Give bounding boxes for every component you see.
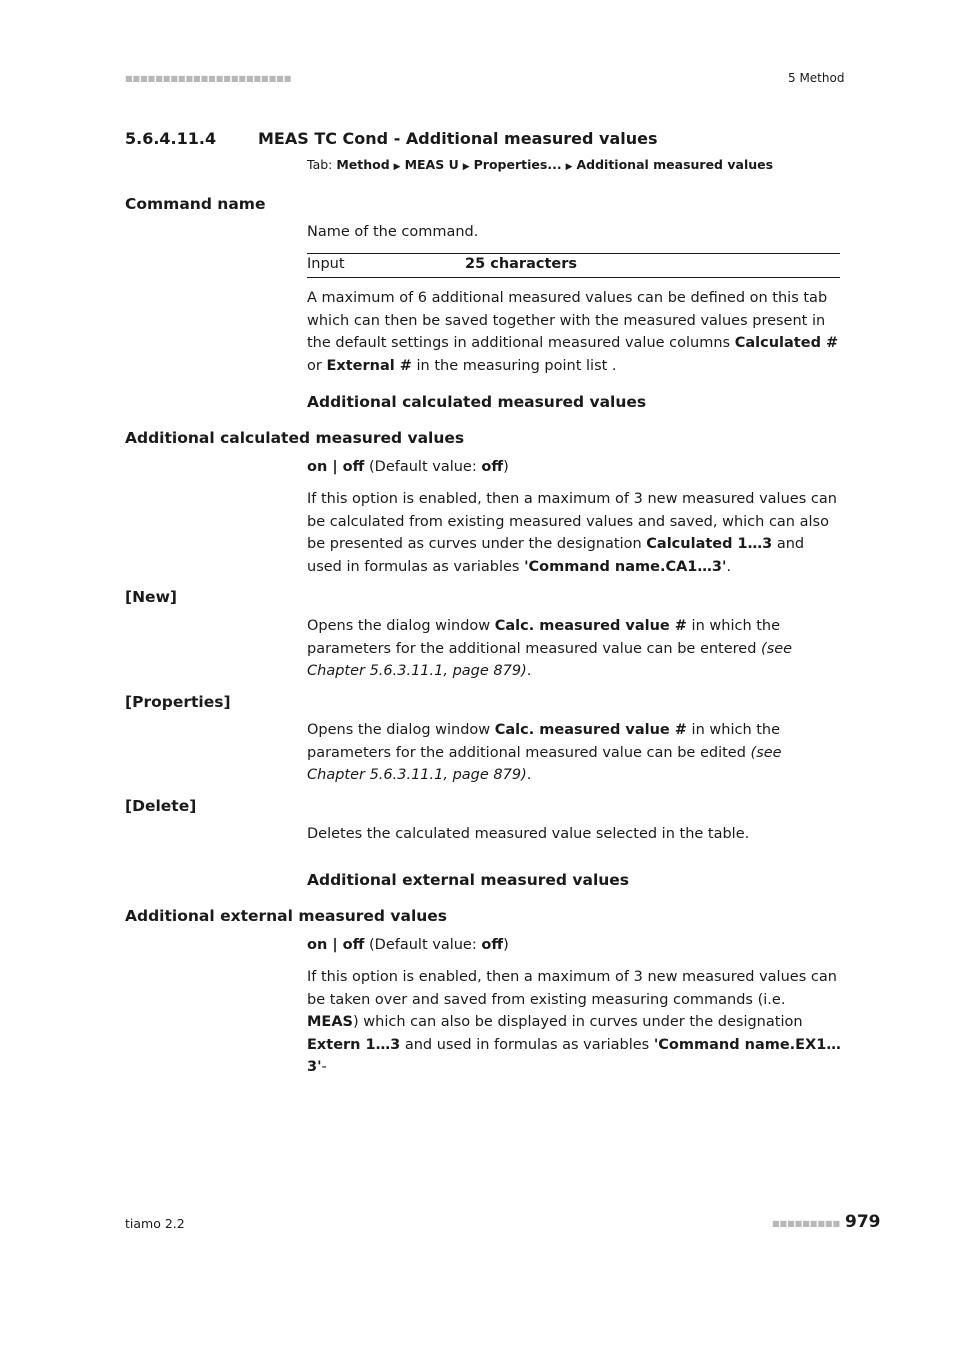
command-name-desc: Name of the command. bbox=[307, 224, 479, 240]
calc-default-value: on | off (Default value: off) bbox=[307, 459, 509, 475]
section-number: 5.6.4.11.4 bbox=[125, 129, 217, 148]
ext-section-heading: Additional external measured values bbox=[307, 871, 630, 889]
calc-section-heading: Additional calculated measured values bbox=[307, 393, 647, 411]
delete-description: Deletes the calculated measured value selected in the table. bbox=[307, 826, 750, 842]
footer-dots: ■■■■■■■■■ bbox=[772, 1219, 841, 1228]
header-chapter: 5 Method bbox=[788, 71, 845, 85]
delete-button-label: [Delete] bbox=[125, 797, 197, 815]
properties-button-label: [Properties] bbox=[125, 693, 231, 711]
tab-path bbox=[307, 157, 773, 172]
properties-description: Opens the dialog window Calc. measured value # in which the parameters for the additional measured value can be edited (see Chapter 5.6.3.11.1, page 879). bbox=[307, 722, 782, 783]
footer-product: tiamo 2.2 bbox=[125, 1216, 185, 1231]
new-button-label: [New] bbox=[125, 588, 177, 606]
input-value: 25 characters bbox=[465, 256, 578, 272]
input-table-top-rule bbox=[307, 253, 840, 254]
page-number: 979 bbox=[845, 1212, 881, 1232]
command-name-label: Command name bbox=[125, 195, 266, 213]
tab-sep-1: ▶ bbox=[393, 162, 401, 172]
input-table-bottom-rule bbox=[307, 277, 840, 278]
tab-path-item-4: Additional measured values bbox=[576, 157, 774, 172]
new-description: Opens the dialog window Calc. measured value # in which the parameters for the additional measured value can be entered (see Chapter 5.6.3.11.1, page 879). bbox=[307, 618, 793, 679]
tab-path-item-1: Method bbox=[336, 157, 390, 172]
tab-path-item-3: Properties... bbox=[473, 157, 562, 172]
tab-sep-2: ▶ bbox=[462, 162, 470, 172]
calc-description: If this option is enabled, then a maximum of 3 new measured values can be calculated from existing measured values and saved, which can also be presented as curves under the designation Calculated 1…3 and used in formulas as variables 'Command name.CA1…3'. bbox=[307, 491, 837, 575]
ext-section-label: Additional external measured values bbox=[125, 907, 448, 925]
input-key: Input bbox=[307, 256, 345, 272]
tab-path-item-2: MEAS U bbox=[404, 157, 459, 172]
ext-description: If this option is enabled, then a maximum of 3 new measured values can be taken over and saved from existing measuring commands (i.e. MEAS) which can also be displayed in curves under the designation Extern 1…3 and used in formulas as variables 'Command name.EX1…3'- bbox=[307, 969, 841, 1075]
section-title: MEAS TC Cond - Additional measured values bbox=[258, 129, 658, 148]
intro-paragraph: A maximum of 6 additional measured values can be defined on this tab which can then be saved together with the measured values present in the default settings in additional measured value columns Calculated # or External # in the measuring point list . bbox=[307, 290, 839, 374]
header-dots: ■■■■■■■■■■■■■■■■■■■■■■ bbox=[125, 74, 292, 83]
calc-section-label: Additional calculated measured values bbox=[125, 429, 465, 447]
tab-sep-3: ▶ bbox=[565, 162, 573, 172]
tab-prefix: Tab: bbox=[307, 157, 337, 172]
ext-default-value: on | off (Default value: off) bbox=[307, 937, 509, 953]
